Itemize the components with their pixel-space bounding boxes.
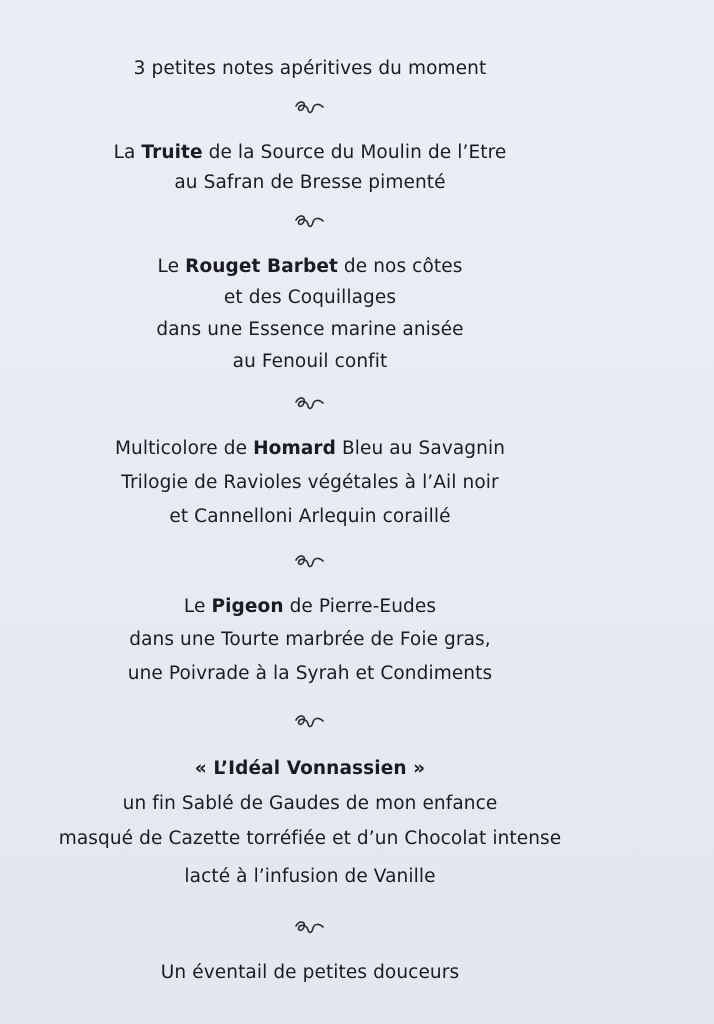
swirl-ornament-icon [0, 712, 620, 738]
swirl-ornament-icon [0, 98, 620, 124]
course-5-line-1-post: de Pierre-Eudes [283, 596, 437, 617]
course-5-line-1-pre: Le [183, 596, 212, 617]
course-4-dish-name: Homard [253, 438, 336, 459]
course-2-line-2: au Safran de Bresse pimenté [174, 172, 446, 193]
course-3-line-1-post: de nos côtes [337, 256, 463, 277]
course-3-line-1 [0, 256, 620, 277]
swirl-ornament-icon [0, 394, 620, 420]
course-4-line-1-pre: Multicolore de [114, 438, 254, 459]
course-5-line-3: une Poivrade à la Syrah et Condiments [127, 663, 493, 684]
course-6-line-4: lacté à l’infusion de Vanille [184, 866, 436, 887]
course-5-line-2: dans une Tourte marbrée de Foie gras, [129, 629, 491, 650]
course-3-line-1-pre: Le [157, 256, 186, 277]
course-7-line-1: Un éventail de petites douceurs [160, 962, 460, 983]
course-4-line-3: et Cannelloni Arlequin coraillé [169, 506, 451, 527]
course-6-line-2: un fin Sablé de Gaudes de mon enfance [122, 793, 498, 814]
course-2-line-1 [0, 142, 620, 163]
swirl-ornament-icon [0, 918, 620, 944]
course-5-line-1 [0, 596, 620, 617]
course-6-dish-name: « L’Idéal Vonnassien » [194, 758, 426, 779]
course-2-dish-name: Truite [141, 142, 203, 163]
course-3-dish-name: Rouget Barbet [185, 256, 338, 277]
swirl-ornament-icon [0, 552, 620, 578]
course-4-line-1 [0, 438, 620, 459]
course-2-line-1-pre: La [113, 142, 142, 163]
course-3-line-4: au Fenouil confit [232, 351, 388, 372]
course-4-line-2: Trilogie de Ravioles végétales à l’Ail noir [121, 472, 499, 493]
swirl-ornament-icon [0, 212, 620, 238]
course-3-line-3: dans une Essence marine anisée [156, 319, 464, 340]
course-5-dish-name: Pigeon [211, 596, 284, 617]
course-6-line-1 [0, 758, 620, 779]
course-1-line-1: 3 petites notes apéritives du moment [133, 58, 487, 79]
course-6-line-3: masqué de Cazette torréfiée et d’un Chocolat intense [58, 828, 562, 849]
course-4-line-1-post: Bleu au Savagnin [336, 438, 506, 459]
course-3-line-2: et des Coquillages [223, 287, 397, 308]
course-2-line-1-post: de la Source du Moulin de l’Etre [202, 142, 507, 163]
